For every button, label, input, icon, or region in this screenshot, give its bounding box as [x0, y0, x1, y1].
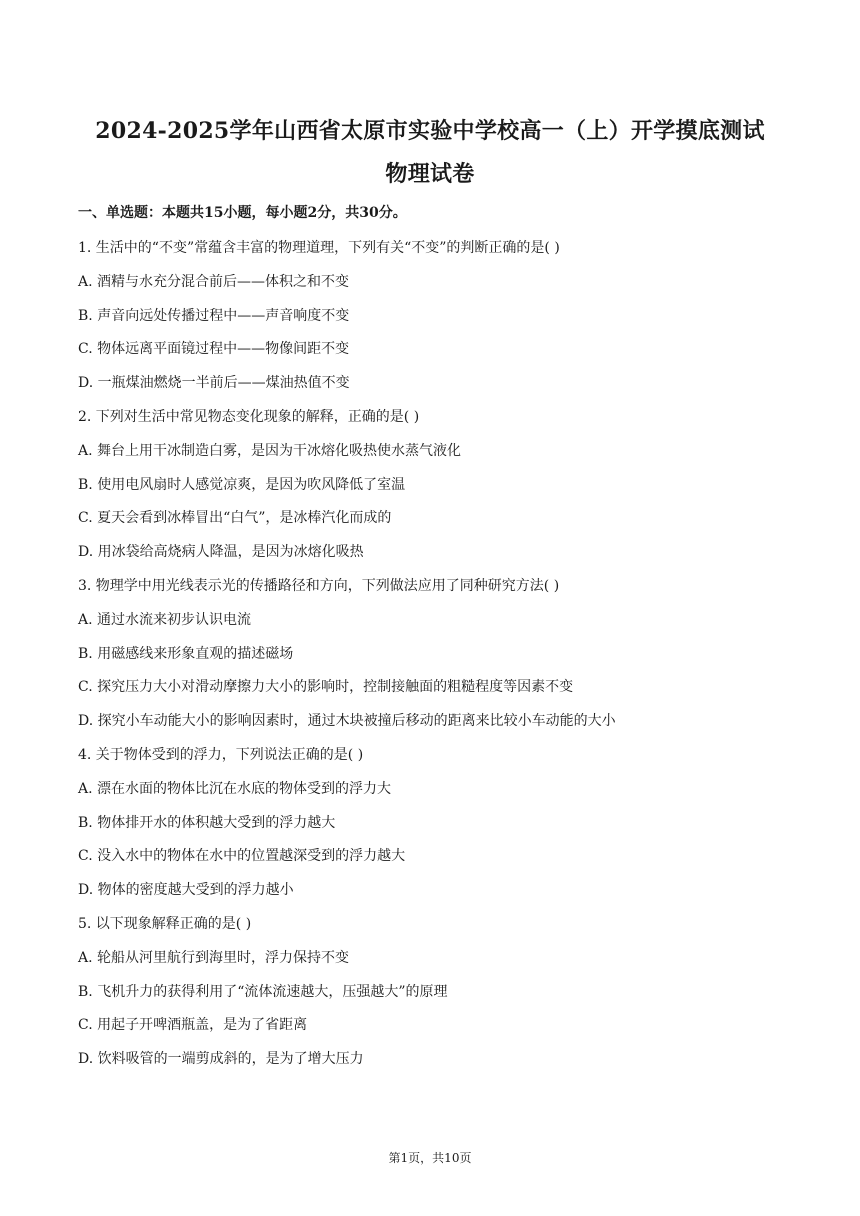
question-stem: 4. 关于物体受到的浮力，下列说法正确的是( ) — [78, 746, 364, 763]
answer-option: A. 轮船从河里航行到海里时，浮力保持不变 — [78, 949, 350, 966]
answer-option: B. 飞机升力的获得利用了“流体流速越大，压强越大”的原理 — [78, 983, 448, 1000]
answer-option: D. 物体的密度越大受到的浮力越小 — [78, 882, 294, 899]
answer-option: C. 夏天会看到冰棒冒出“白气”，是冰棒汽化而成的 — [78, 510, 392, 527]
answer-option: C. 没入水中的物体在水中的位置越深受到的浮力越大 — [78, 848, 406, 865]
answer-option: C. 物体远离平面镜过程中——物像间距不变 — [78, 341, 350, 358]
question-stem: 3. 物理学中用光线表示光的传播路径和方向，下列做法应用了同种研究方法( ) — [78, 577, 560, 594]
section-heading: 一、单选题：本题共15小题，每小题2分，共30分。 — [78, 205, 407, 221]
question-stem: 5. 以下现象解释正确的是( ) — [78, 915, 252, 932]
answer-option: B. 使用电风扇时人感觉凉爽，是因为吹风降低了室温 — [78, 476, 406, 493]
answer-option: C. 用起子开啤酒瓶盖，是为了省距离 — [78, 1017, 308, 1034]
answer-option: C. 探究压力大小对滑动摩擦力大小的影响时，控制接触面的粗糙程度等因素不变 — [78, 679, 574, 696]
document-title: 2024-2025学年山西省太原市实验中学校高一（上）开学摸底测试 — [95, 118, 765, 144]
answer-option: A. 酒精与水充分混合前后——体积之和不变 — [78, 273, 350, 290]
answer-option: A. 通过水流来初步认识电流 — [78, 611, 252, 628]
document-subtitle: 物理试卷 — [385, 161, 475, 187]
answer-option: B. 物体排开水的体积越大受到的浮力越大 — [78, 814, 336, 831]
page-footer: 第1页，共10页 — [388, 1151, 472, 1165]
question-stem: 1. 生活中的“不变”常蕴含丰富的物理道理，下列有关“不变”的判断正确的是( ) — [78, 240, 560, 256]
answer-option: B. 用磁感线来形象直观的描述磁场 — [78, 645, 294, 662]
answer-option: D. 用冰袋给高烧病人降温，是因为冰熔化吸热 — [78, 544, 364, 561]
answer-option: D. 饮料吸管的一端剪成斜的，是为了增大压力 — [78, 1051, 364, 1068]
answer-option: D. 探究小车动能大小的影响因素时，通过木块被撞后移动的距离来比较小车动能的大小 — [78, 713, 616, 730]
question-stem: 2. 下列对生活中常见物态变化现象的解释，正确的是( ) — [78, 408, 420, 425]
question-list — [78, 232, 798, 1077]
answer-option: B. 声音向远处传播过程中——声音响度不变 — [78, 307, 350, 324]
answer-option: D. 一瓶煤油燃烧一半前后——煤油热值不变 — [78, 375, 350, 392]
answer-option: A. 漂在水面的物体比沉在水底的物体受到的浮力大 — [78, 780, 392, 797]
answer-option: A. 舞台上用干冰制造白雾，是因为干冰熔化吸热使水蒸气液化 — [78, 442, 462, 459]
